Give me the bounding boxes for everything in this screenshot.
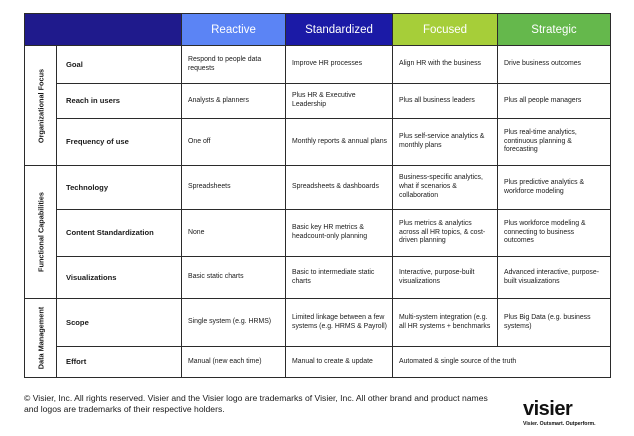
table-row	[25, 166, 611, 210]
cell-technology-standardized: Spreadsheets & dashboards	[286, 166, 393, 210]
cell-reach-strategic: Plus all people managers	[498, 84, 611, 119]
group-label: Organizational Focus	[36, 68, 45, 143]
cell-reach-reactive: Analysts & planners	[182, 84, 286, 119]
cell-scope-standardized: Limited linkage between a few systems (e.g. HRMS & Payroll)	[286, 299, 393, 347]
cell-goal-strategic: Drive business outcomes	[498, 46, 611, 84]
table-row	[25, 299, 611, 347]
table-row	[25, 46, 611, 84]
cell-goal-standardized: Improve HR processes	[286, 46, 393, 84]
group-organizational-focus	[25, 46, 57, 166]
row-label-content-standardization: Content Standardization	[57, 210, 182, 257]
header-standardized: Standardized	[286, 14, 393, 46]
group-functional-capabilities	[25, 166, 57, 299]
cell-technology-strategic: Plus predictive analytics & workforce modeling	[498, 166, 611, 210]
cell-visualizations-strategic: Advanced interactive, purpose-built visualizations	[498, 257, 611, 299]
cell-effort-reactive: Manual (new each time)	[182, 347, 286, 378]
table-row	[25, 119, 611, 166]
cell-scope-strategic: Plus Big Data (e.g. business systems)	[498, 299, 611, 347]
row-label-goal: Goal	[57, 46, 182, 84]
header-reactive: Reactive	[182, 14, 286, 46]
cell-content-focused: Plus metrics & analytics across all HR topics, & cost-driven planning	[393, 210, 498, 257]
row-label-frequency: Frequency of use	[57, 119, 182, 166]
group-label: Functional Capabilities	[36, 192, 45, 272]
cell-scope-reactive: Single system (e.g. HRMS)	[182, 299, 286, 347]
cell-reach-focused: Plus all business leaders	[393, 84, 498, 119]
cell-effort-focused-strategic: Automated & single source of the truth	[393, 347, 611, 378]
group-data-management	[25, 299, 57, 378]
cell-frequency-reactive: One off	[182, 119, 286, 166]
cell-technology-focused: Business-specific analytics, what if scenarios & collaboration	[393, 166, 498, 210]
cell-goal-reactive: Respond to people data requests	[182, 46, 286, 84]
group-label: Data Management	[36, 306, 45, 370]
cell-technology-reactive: Spreadsheets	[182, 166, 286, 210]
cell-effort-standardized: Manual to create & update	[286, 347, 393, 378]
row-label-visualizations: Visualizations	[57, 257, 182, 299]
table-row	[25, 347, 611, 378]
cell-visualizations-standardized: Basic to intermediate static charts	[286, 257, 393, 299]
header-strategic: Strategic	[498, 14, 611, 46]
row-label-effort: Effort	[57, 347, 182, 378]
table-row	[25, 210, 611, 257]
visier-logo	[521, 398, 607, 432]
header-row	[25, 14, 611, 46]
row-label-technology: Technology	[57, 166, 182, 210]
cell-content-reactive: None	[182, 210, 286, 257]
row-label-reach: Reach in users	[57, 84, 182, 119]
cell-goal-focused: Align HR with the business	[393, 46, 498, 84]
table-row	[25, 84, 611, 119]
cell-scope-focused: Multi-system integration (e.g. all HR systems + benchmarks	[393, 299, 498, 347]
cell-frequency-standardized: Monthly reports & annual plans	[286, 119, 393, 166]
row-label-scope: Scope	[57, 299, 182, 347]
cell-visualizations-focused: Interactive, purpose-built visualizations	[393, 257, 498, 299]
header-focused: Focused	[393, 14, 498, 46]
logo-wordmark: visier	[523, 398, 573, 420]
header-corner	[25, 14, 182, 46]
cell-visualizations-reactive: Basic static charts	[182, 257, 286, 299]
copyright-notice: © Visier, Inc. All rights reserved. Visier and the Visier logo are trademarks of Visier, Inc. All other brand and product names and logos are trademarks of their respective holders.	[24, 393, 488, 415]
logo-tagline: Visier. Outsmart. Outperform.	[523, 421, 596, 427]
cell-reach-standardized: Plus HR & Executive Leadership	[286, 84, 393, 119]
cell-frequency-focused: Plus self-service analytics & monthly plans	[393, 119, 498, 166]
table-row	[25, 257, 611, 299]
cell-frequency-strategic: Plus real-time analytics, continuous planning & forecasting	[498, 119, 611, 166]
cell-content-strategic: Plus workforce modeling & connecting to business outcomes	[498, 210, 611, 257]
maturity-table	[24, 13, 611, 378]
cell-content-standardized: Basic key HR metrics & headcount-only planning	[286, 210, 393, 257]
